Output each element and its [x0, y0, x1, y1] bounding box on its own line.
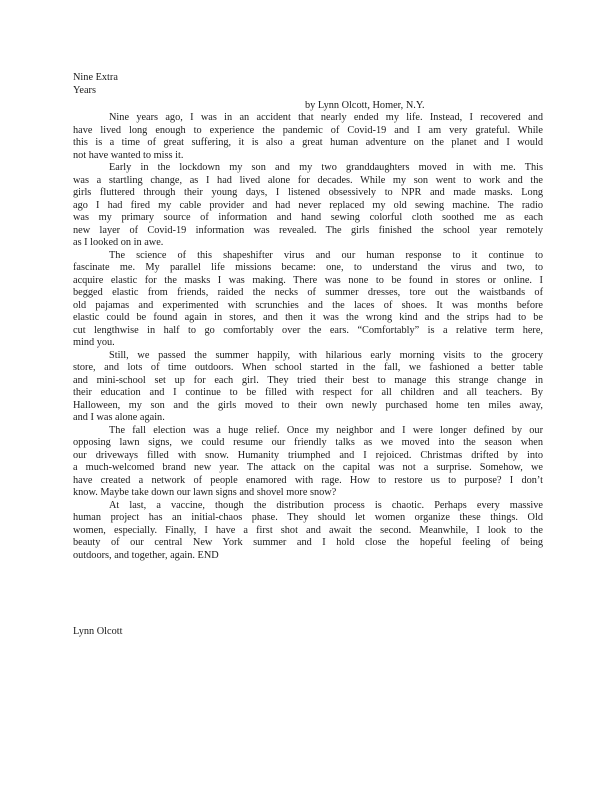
byline: by Lynn Olcott, Homer, N.Y. — [305, 100, 425, 111]
paragraph-line: outdoors, and together, again. END — [73, 549, 219, 561]
paragraph-line: have lived long enough to experience the pandemic of Covid-19 and I am very grateful. While — [73, 124, 543, 136]
paragraph-line: cut lengthwise in half to go comfortably over the ears. “Comfortably” is a relative term here, — [73, 324, 543, 336]
paragraph-line: know. Maybe take down our lawn signs and shovel more snow? — [73, 487, 337, 498]
paragraph-line: was my primary source of information and hand sewing colorful cloth soothed me as each — [73, 212, 543, 223]
paragraph-line: women, especially. Finally, I have a first shot and await the second. Meanwhile, I look to the — [73, 524, 543, 536]
paragraph-line: their education and I continue to be filled with respect for all children and all teachers. By — [73, 387, 543, 398]
paragraph-line: The fall election was a huge relief. Once my neighbor and I were longer defined by our — [109, 424, 543, 436]
paragraph-line: and mini-school set up for each girl. They tried their best to manage this strange change in — [73, 374, 543, 386]
paragraph-line: was a startling change, as I had lived alone for decades. While my son went to work and the — [73, 174, 543, 186]
paragraph-line: ago I had fired my cable provider and had never replaced my old sewing machine. The radio — [73, 199, 543, 211]
paragraph-line: elastic could be found again in stores, and then it was the wrong kind and the strips had to be — [73, 312, 543, 323]
document-title — [73, 72, 193, 97]
paragraph-line: as I looked on in awe. — [73, 237, 164, 248]
essay-body — [73, 112, 543, 562]
paragraph-line: human project has an initial-chaos phase. They should let women organize these things. Old — [73, 512, 543, 523]
paragraph-line: a much-welcomed brand new year. The attack on the capital was not a surprise. Somehow, we — [73, 462, 543, 473]
paragraph-line: begged elastic from friends, raided the necks of summer dresses, tore out the waistbands of — [73, 287, 543, 298]
paragraph-line: old pajamas and experimented with scrunchies and the laces of shoes. It was months before — [73, 299, 543, 311]
paragraph-line: have created a network of people enamored with rage. How to restore us to purpose? I don’t — [73, 474, 543, 486]
title-line: Years — [73, 84, 96, 96]
paragraph-line: The science of this shapeshifter virus and our human response to it continue to — [109, 249, 543, 261]
paragraph-line: not have wanted to miss it. — [73, 149, 184, 161]
paragraph-line: and I was alone again. — [73, 412, 165, 423]
paragraph-line: fascinate me. My parallel life missions became: one, to understand the virus and two, to — [73, 262, 543, 273]
paragraph-line: acquire elastic for the masks I was making. There was none to be found in stores or online. I — [73, 274, 543, 286]
signature: Lynn Olcott — [73, 626, 123, 637]
paragraph-line: Halloween, my son and the girls moved to their own newly purchased home ten miles away, — [73, 399, 543, 411]
paragraph-line: store, and lots of time outdoors. When school started in the fall, we fashioned a better table — [73, 362, 543, 373]
paragraph-line: mind you. — [73, 337, 115, 348]
paragraph-line: this is a time of great suffering, it is also a great human adventure on the planet and I would — [73, 137, 543, 148]
paragraph-line: Still, we passed the summer happily, with hilarious early morning visits to the grocery — [109, 349, 543, 361]
paragraph-line: At last, a vaccine, though the distribution process is chaotic. Perhaps every massive — [109, 499, 543, 511]
title-line: Nine Extra — [73, 72, 118, 83]
paragraph-line: new layer of Covid-19 information was revealed. The girls finished the school year remotely — [73, 224, 543, 236]
paragraph-line: opposing lawn signs, we could resume our friendly talks as we moved into the season when — [73, 437, 543, 448]
paragraph-line: girls fluttered through their young days, I listened obsessively to NPR and made masks. Long — [73, 187, 543, 198]
paragraph-line: our driveways filled with snow. Humanity triumphed and I rejoiced. Christmas drifted by into — [73, 449, 543, 461]
paragraph-line: beauty of our central New York summer and I hold close the hopeful feeling of being — [73, 537, 543, 548]
paragraph-line: Early in the lockdown my son and my two granddaughters moved in with me. This — [109, 162, 543, 173]
paragraph-line: Nine years ago, I was in an accident that nearly ended my life. Instead, I recovered and — [109, 112, 543, 123]
